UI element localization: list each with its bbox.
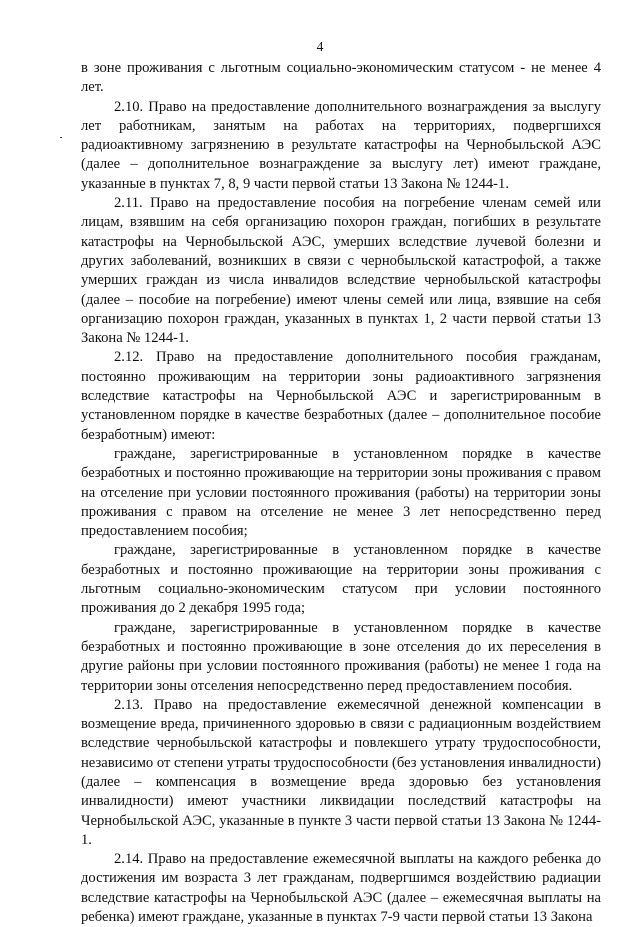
paragraph-2-14: 2.14. Право на предоставление ежемесячной выплаты на каждого ребенка до достижения им возраста 3 лет гражданам, подвергшимся воздействию радиации вследствие катастрофы на Чернобыльской АЭС (далее – ежемесячная выплаты на ребенка) имеют граждане, указанные в пунктах 7-9 части первой статьи 13 Закона [81, 851, 601, 926]
paragraph-2-10: 2.10. Право на предоставление дополнительного вознаграждения за выслугу лет работникам, занятым на работах на территориях, подвергшихся радиоактивному загрязнению в результате катастрофы на Чернобыльской АЭС (далее – дополнительное вознаграждение за выслугу лет) имеют граждане, указанные в пунктах 7, 8, 9 части первой статьи 13 Закона № 1244-1. [81, 98, 601, 192]
paragraph-2-11: 2.11. Право на предоставление пособия на погребение членам семей или лицам, взявшим на себя организацию похорон граждан, погибших в результате катастрофы на Чернобыльской АЭС, умерших вследствие лучевой болезни и других заболеваний, возникших в связи с чернобыльской катастрофой, а также умерших граждан из числа инвалидов вследствие чернобыльской катастрофы (далее – пособие на погребение) имеют члены семей или лица, взявшие на себя организацию похорон граждан, указанных в пунктах 1, 2 части первой статьи 13 Закона № 1244-1. [81, 195, 601, 347]
paragraph-continuation: в зоне проживания с льготным социально-экономическим статусом - не менее 4 лет. [81, 60, 601, 96]
list-item-preferential-zone: граждане, зарегистрированные в установленном порядке в качестве безработных и постоянно проживающие на территории зоны проживания с льготным социально-экономическим статусом при условии постоянного проживания до 2 декабря 1995 года; [81, 542, 601, 617]
list-item-relocation-zone: граждане, зарегистрированные в установленном порядке в качестве безработных и постоянно проживающие на территории зоны проживания с правом на отселение при условии постоянного проживания (работы) на территории зоны проживания с правом на отселение не менее 3 лет непосредственно перед предоставлением пособия; [81, 445, 601, 540]
page-number: 4 [316, 39, 324, 54]
list-item-resettlement-zone: граждане, зарегистрированные в установленном порядке в качестве безработных и постоянно проживающие в зоне отселения до их переселения в другие районы при условии постоянного проживания (работы) не менее 1 года на территории зоны отселения непосредственно перед предоставлением пособия. [81, 619, 601, 694]
paragraph-2-12: 2.12. Право на предоставление дополнительного пособия гражданам, постоянно проживающим на территории зоны радиоактивного загрязнения вследствие катастрофы на Чернобыльской АЭС и зарегистрированным в установленном порядке в качестве безработных (далее – дополнительное пособие безработным) имеют: [81, 349, 601, 443]
margin-mark [60, 137, 62, 138]
paragraph-2-13: 2.13. Право на предоставление ежемесячной денежной компенсации в возмещение вреда, причиненного здоровью в связи с радиационным воздействием вследствие чернобыльской катастрофы и повлекшего утрату трудоспособности, независимо от степени утраты трудоспособности (без установления инвалидности) (далее – компенсация в возмещение вреда здоровью без установления инвалидности) имеют участники ликвидации последствий катастрофы на Чернобыльской АЭС, указанные в пункте 3 части первой статьи 13 Закона № 1244-1. [81, 696, 601, 848]
document-body [81, 59, 601, 927]
